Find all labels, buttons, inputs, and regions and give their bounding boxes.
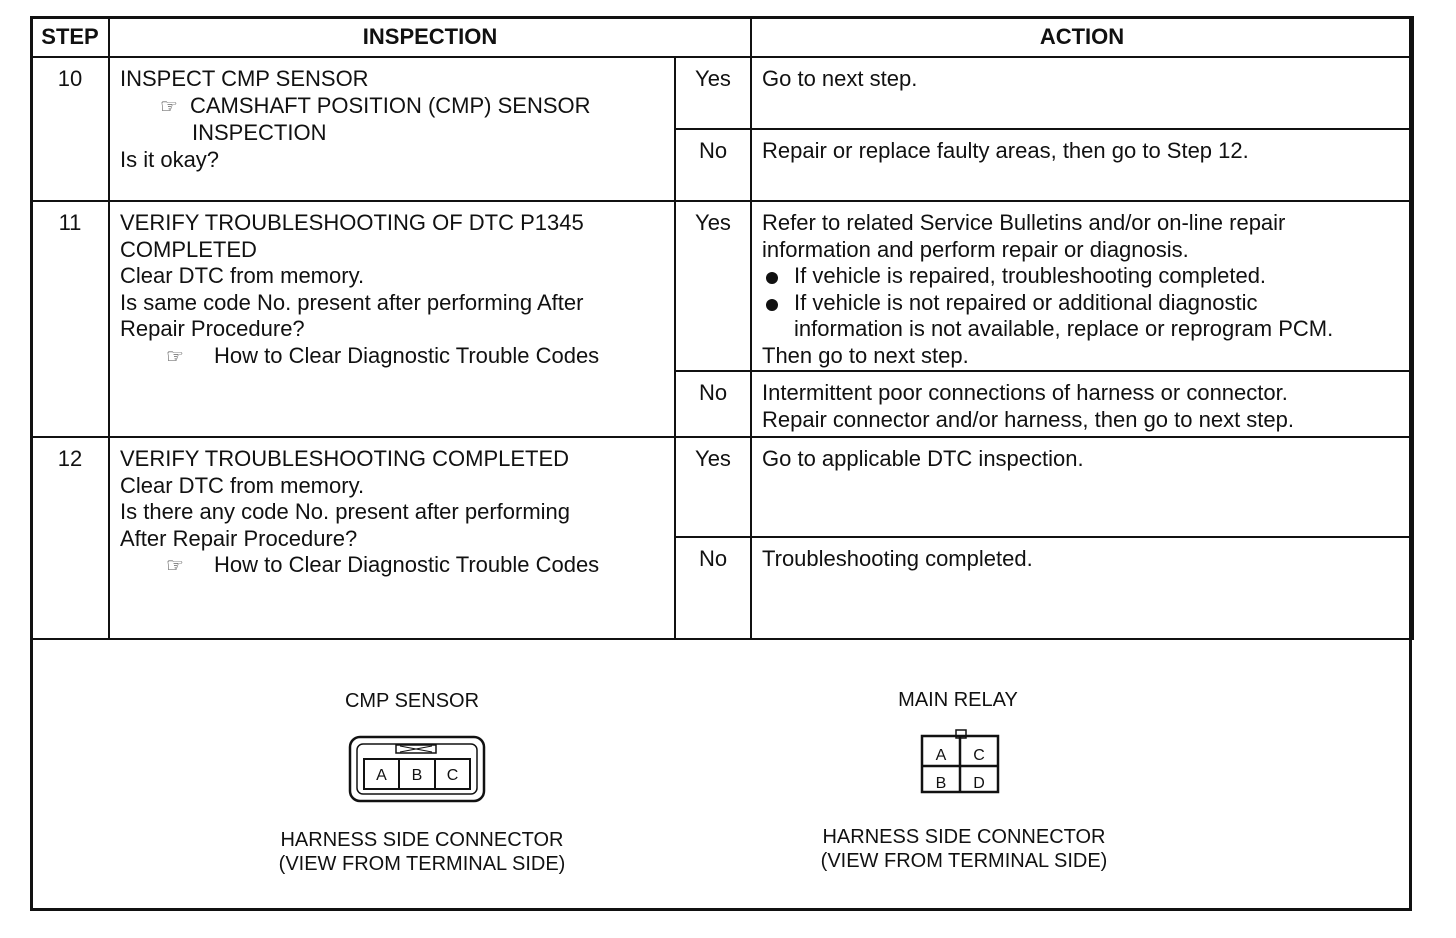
inspection-text: Is there any code No. present after performing xyxy=(120,499,571,524)
inspection-question: Is it okay? xyxy=(120,146,220,172)
header-action: ACTION xyxy=(751,17,1413,57)
action-text: Then go to next step. xyxy=(762,342,969,368)
table-row xyxy=(31,437,1413,537)
inspection-cell xyxy=(109,437,675,639)
yes-action xyxy=(751,201,1413,371)
table-row xyxy=(31,57,1413,129)
inspection-text: Is same code No. present after performing After xyxy=(120,289,584,315)
pointing-hand-icon: ☞ xyxy=(160,95,178,118)
inspection-text: Repair Procedure? xyxy=(120,316,305,341)
reference-link-cont[interactable]: INSPECTION xyxy=(192,120,327,145)
inspection-cell xyxy=(109,57,675,201)
inspection-title: VERIFY TROUBLESHOOTING OF DTC P1345 xyxy=(120,210,584,235)
table-header-row xyxy=(31,17,1413,57)
action-text: Repair connector and/or harness, then go to next step. xyxy=(762,406,1294,432)
bullet-item xyxy=(762,290,1402,317)
caption-line: (VIEW FROM TERMINAL SIDE) xyxy=(820,850,1108,872)
bullet-item xyxy=(762,263,1402,290)
header-inspection: INSPECTION xyxy=(109,17,751,57)
yes-label: Yes xyxy=(675,57,751,129)
main-relay-title: MAIN RELAY xyxy=(898,689,1018,711)
table-row xyxy=(31,201,1413,371)
terminal-label: B xyxy=(411,767,423,784)
no-action: Repair or replace faulty areas, then go to Step 12. xyxy=(751,129,1413,201)
terminal-label: B xyxy=(935,775,947,792)
cmp-terminal-labels xyxy=(364,767,470,785)
cmp-caption xyxy=(240,828,604,876)
yes-action: Go to next step. xyxy=(751,57,1413,129)
inspection-text: Clear DTC from memory. xyxy=(120,263,365,288)
no-label: No xyxy=(675,129,751,201)
inspection-text: After Repair Procedure? xyxy=(120,525,358,551)
bullet-text: If vehicle is not repaired or additional diagnostic xyxy=(794,289,1258,315)
step-number: 10 xyxy=(31,57,109,201)
step-number: 11 xyxy=(31,201,109,437)
action-text: Refer to related Service Bulletins and/or on-line repair xyxy=(762,210,1286,235)
bullet-text: If vehicle is repaired, troubleshooting completed. xyxy=(794,263,1267,288)
yes-label: Yes xyxy=(675,437,751,537)
reference-link[interactable]: How to Clear Diagnostic Trouble Codes xyxy=(214,342,600,368)
pointing-hand-icon: ☞ xyxy=(166,345,184,368)
inspection-title-cont: COMPLETED xyxy=(120,236,257,262)
caption-line: HARNESS SIDE CONNECTOR xyxy=(822,826,1106,848)
no-action xyxy=(751,371,1413,437)
inspection-title: INSPECT CMP SENSOR xyxy=(120,66,369,91)
action-text: information and perform repair or diagnosis. xyxy=(762,236,1189,262)
no-label: No xyxy=(675,371,751,437)
pointing-hand-icon: ☞ xyxy=(166,555,184,577)
action-text: Intermittent poor connections of harness or connector. xyxy=(762,380,1288,405)
terminal-label: A xyxy=(935,747,947,764)
no-action: Troubleshooting completed. xyxy=(751,537,1413,639)
bullet-text-cont: information is not available, replace or reprogram PCM. xyxy=(794,316,1334,341)
diagnostic-table xyxy=(30,16,1414,640)
step-number: 12 xyxy=(31,437,109,639)
terminal-label: A xyxy=(376,767,387,784)
cmp-sensor-title: CMP SENSOR xyxy=(344,690,480,712)
terminal-label: C xyxy=(446,767,459,784)
yes-action: Go to applicable DTC inspection. xyxy=(751,437,1413,537)
inspection-cell xyxy=(109,201,675,437)
caption-line: (VIEW FROM TERMINAL SIDE) xyxy=(278,853,566,875)
header-step: STEP xyxy=(31,17,109,57)
terminal-label: D xyxy=(973,775,985,792)
reference-link[interactable]: How to Clear Diagnostic Trouble Codes xyxy=(214,552,600,577)
terminal-label: C xyxy=(973,747,985,764)
inspection-text: Clear DTC from memory. xyxy=(120,472,365,498)
yes-label: Yes xyxy=(675,201,751,371)
reference-link[interactable]: CAMSHAFT POSITION (CMP) SENSOR xyxy=(190,92,591,118)
relay-caption xyxy=(782,825,1146,873)
no-label: No xyxy=(675,537,751,639)
caption-line: HARNESS SIDE CONNECTOR xyxy=(280,829,564,851)
inspection-title: VERIFY TROUBLESHOOTING COMPLETED xyxy=(120,446,570,471)
relay-terminal-labels xyxy=(922,742,998,798)
